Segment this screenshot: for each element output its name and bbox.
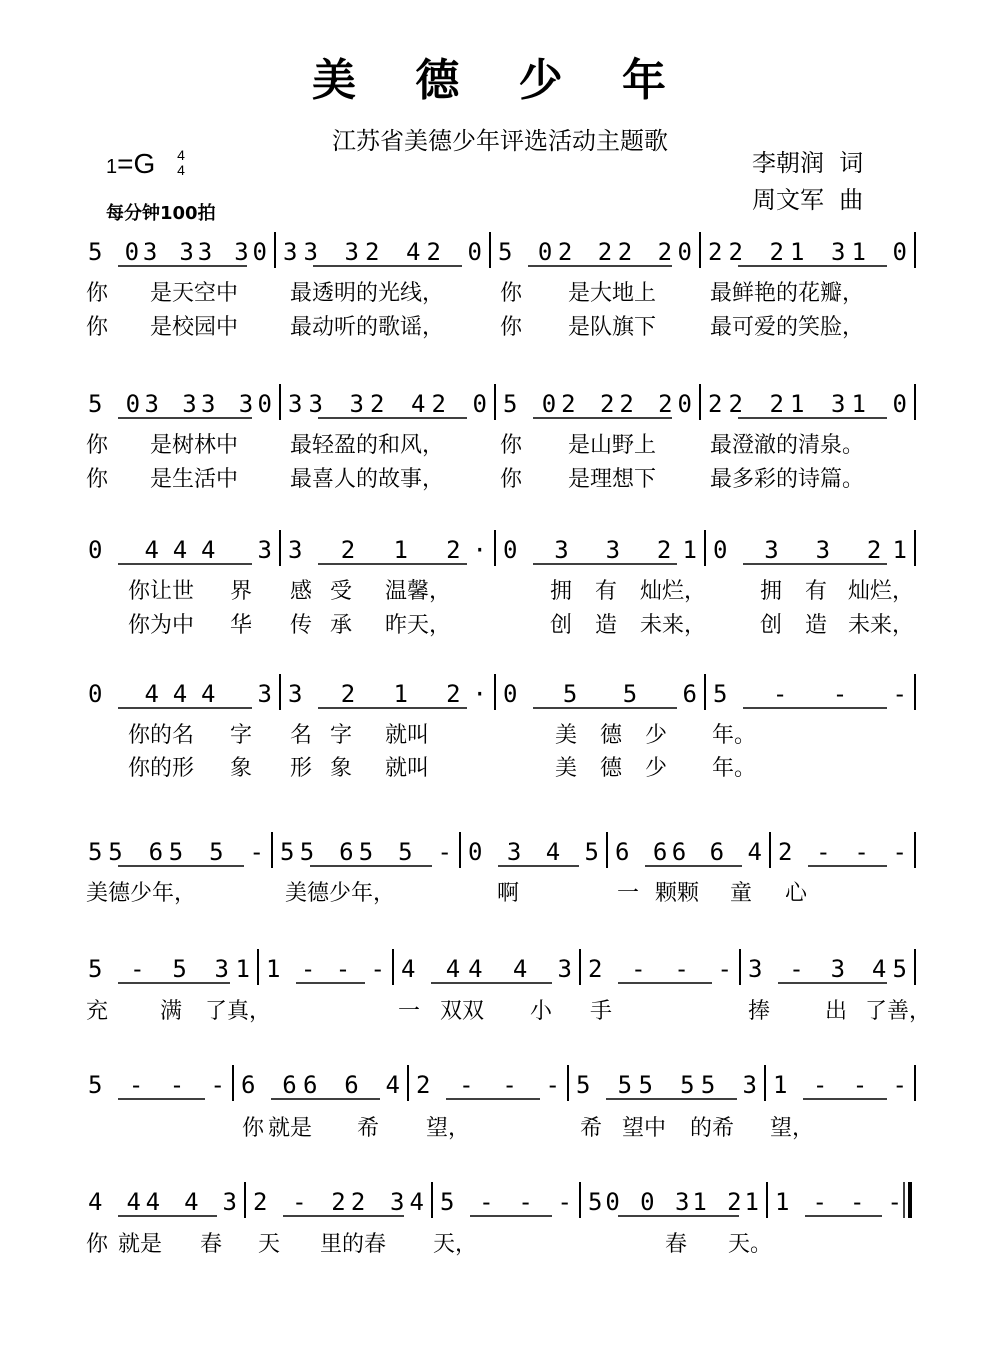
measure-notes: 4 44 4 3 [401,955,572,983]
lyric-word: 你 [86,315,109,340]
lyric-word: 你 [86,281,109,306]
lyric-word: 象 [330,756,353,781]
lyric-word: 德 [600,756,623,781]
lyric-word: 感 [290,579,313,604]
lyric-word: 最澄澈的清泉。 [710,433,865,458]
lyric-word: 里的春 [320,1232,387,1257]
song-subtitle: 江苏省美德少年评选活动主题歌 [332,127,668,155]
measure-notes: 5 - - - [713,680,907,708]
lyric-word: 界 [230,579,253,604]
measure-notes: 0 3 3 21 [503,536,697,564]
lyric-word: 字 [330,723,353,748]
lyric-word: 最多彩的诗篇。 [710,467,865,492]
lyric-word: 你 [86,1232,109,1257]
measure-notes: 0 444 3 [88,680,272,708]
lyric-word: 望， [426,1116,471,1141]
lyric-word: 你 [500,281,523,306]
lyric-word: 天。 [728,1232,773,1257]
lyric-word: 就叫 [385,756,430,781]
lyric-word: 你 [86,467,109,492]
lyric-word: 象 [230,756,253,781]
lyric-word: 美 [555,723,578,748]
lyric-word: 未来， [640,613,707,638]
lyric-word: 最透明的光线， [290,281,445,306]
measure-notes: 0 5 5 6 [503,680,697,708]
key-signature-text: 1=G [106,148,156,179]
measure-notes: 1 - - - [773,1071,907,1099]
measure-notes: 5 02 22 20 [503,390,692,418]
lyric-word: 造 [595,613,618,638]
time-signature-bottom: 4 [177,162,185,178]
lyric-word: 一 [617,881,640,906]
lyric-word: 最动听的歌谣， [290,315,445,340]
lyric-word: 是大地上 [568,281,657,306]
lyric-word: 天 [258,1232,281,1257]
lyric-word: 承 [330,613,353,638]
lyric-word: 少 [645,723,668,748]
measure-notes: 5 03 33 30 [88,238,267,266]
measure-notes: 3 - 3 45 [748,955,907,983]
lyric-word: 是理想下 [568,467,657,492]
lyric-word: 春 [665,1232,688,1257]
lyric-word: 颗颗 [655,881,700,906]
lyric-word: 年。 [712,723,757,748]
lyric-word: 温馨， [385,579,452,604]
lyric-word: 拥 [550,579,573,604]
measure-notes: 22 21 31 0 [708,390,907,418]
lyric-word: 春 [200,1232,223,1257]
measure-notes: 3 2 1 2· [288,680,487,708]
lyric-word: 的希 [690,1116,735,1141]
lyric-word: 天， [433,1232,478,1257]
lyric-word: 了善， [865,999,932,1024]
lyric-word: 最轻盈的和风， [290,433,445,458]
lyric-word: 传 [290,613,313,638]
measure-notes: 2 - 22 34 [253,1188,424,1216]
measure-notes: 1 - - - [775,1188,902,1216]
lyric-word: 是树林中 [150,433,239,458]
lyric-word: 灿烂， [848,579,915,604]
song-title: 美 德 少 年 [312,55,688,106]
lyric-word: 你 [500,433,523,458]
lyric-word: 有 [805,579,828,604]
measure-notes: 5 - - - [440,1188,572,1216]
lyric-word: 望中 [622,1116,667,1141]
lyric-word: 是队旗下 [568,315,657,340]
lyric-word: 就是 [118,1232,163,1257]
lyric-word: 一 [398,999,421,1024]
lyric-word: 希 [357,1116,380,1141]
lyric-word: 你 [242,1116,265,1141]
lyric-word: 望， [770,1116,815,1141]
time-signature-top: 4 [177,147,185,163]
lyric-word: 出 [825,999,848,1024]
lyric-word: 受 [330,579,353,604]
lyric-word: 最可爱的笑脸， [710,315,865,340]
measure-notes: 5 - - - [88,1071,225,1099]
lyric-word: 少 [645,756,668,781]
measure-notes: 5 - 5 31 [88,955,250,983]
lyric-word: 是天空中 [150,281,239,306]
lyric-word: 童 [730,881,753,906]
lyric-word: 最鲜艳的花瓣， [710,281,865,306]
lyric-word: 昨天， [385,613,452,638]
lyric-word: 就是 [268,1116,313,1141]
lyric-word: 有 [595,579,618,604]
lyric-word: 最喜人的故事， [290,467,445,492]
measure-notes: 50 0 31 21 [588,1188,759,1216]
measure-notes: 55 65 5 - [88,838,264,866]
lyric-word: 捧 [748,999,771,1024]
measure-notes: 0 3 3 21 [713,536,907,564]
lyric-word: 未来， [848,613,915,638]
lyric-word: 啊 [497,881,520,906]
measure-notes: 5 55 55 3 [576,1071,757,1099]
measure-notes: 33 32 42 0 [283,238,482,266]
lyric-word: 满 [160,999,183,1024]
lyric-word: 灿烂， [640,579,707,604]
measure-notes: 0 444 3 [88,536,272,564]
measure-notes: 1 - - - [266,955,385,983]
measure-notes: 2 - - - [778,838,907,866]
measure-notes: 55 65 5 - [280,838,452,866]
lyric-word: 小 [530,999,553,1024]
lyric-word: 是生活中 [150,467,239,492]
lyric-word: 拥 [760,579,783,604]
measure-notes: 6 66 6 4 [615,838,762,866]
lyric-word: 美 [555,756,578,781]
lyric-word: 就叫 [385,723,430,748]
lyric-word: 字 [230,723,253,748]
measure-notes: 3 2 1 2· [288,536,487,564]
lyric-word: 是校园中 [150,315,239,340]
lyric-word: 了真， [205,999,272,1024]
lyric-word: 是山野上 [568,433,657,458]
lyric-word: 希 [580,1116,603,1141]
lyric-word: 创 [760,613,783,638]
measure-notes: 5 03 33 30 [88,390,272,418]
lyric-word: 名 [290,723,313,748]
lyric-word: 你 [500,315,523,340]
lyric-word: 你 [86,433,109,458]
measure-notes: 22 21 31 0 [708,238,907,266]
lyric-word: 创 [550,613,573,638]
lyric-word: 心 [785,881,808,906]
lyric-word: 美德少年， [285,881,396,906]
lyric-word: 美德少年， [86,881,197,906]
composer-credit: 周文军 曲 [752,186,864,214]
measure-notes: 2 - - - [588,955,732,983]
lyric-word: 你让世 [128,579,195,604]
measure-notes: 6 66 6 4 [241,1071,400,1099]
measure-notes: 5 02 22 20 [498,238,692,266]
lyric-word: 你的名 [128,723,195,748]
lyricist-credit: 李朝润 词 [752,149,864,177]
lyric-word: 你为中 [128,613,195,638]
measure-notes: 4 44 4 3 [88,1188,237,1216]
measure-notes: 0 3 4 5 [468,838,599,866]
measure-notes: 33 32 42 0 [288,390,487,418]
lyric-word: 充 [86,999,109,1024]
lyric-word: 造 [805,613,828,638]
lyric-word: 华 [230,613,253,638]
lyric-word: 形 [290,756,313,781]
lyric-word: 你 [500,467,523,492]
lyric-word: 你的形 [128,756,195,781]
lyric-word: 年。 [712,756,757,781]
tempo-marking: 每分钟100拍 [106,203,216,224]
lyric-word: 德 [600,723,623,748]
lyric-word: 双双 [440,999,485,1024]
lyric-word: 手 [590,999,613,1024]
measure-notes: 2 - - - [416,1071,560,1099]
